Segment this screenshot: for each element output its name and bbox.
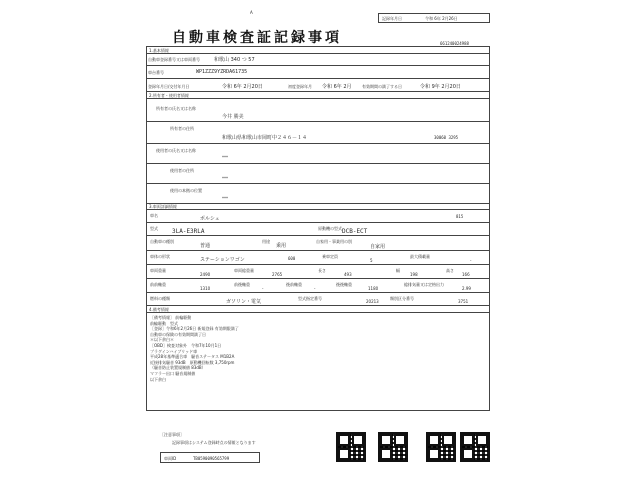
reg-label: 自動車登録番号又は車両番号 [148,57,200,62]
issue-date-box [378,13,490,23]
divider [146,163,490,164]
height-label: 高さ [446,268,454,273]
divider [146,78,490,79]
remarks-line: プラグインハイブリッド車 [150,348,198,354]
remarks-line: ［OBD］検査対象外 令和7年10月1日 [150,342,222,348]
qr-code-1-icon [336,432,366,462]
divider [146,222,490,223]
note-text: 記録事項はシステム登録時点の情報となります [172,440,256,445]
user-addr-label: 使用者の住所 [170,168,194,173]
engine-label: 原動機の型式 [318,226,342,231]
maker-value: ポルシェ [200,216,220,222]
user-name-value: *** [222,155,228,160]
max-load-value: - [470,258,472,263]
base-value: *** [222,196,228,201]
qr-code-4-icon [460,432,490,462]
document-title: 自動車検査証記録事項 [172,30,342,46]
use-label: 用途 [262,239,270,244]
vin-label: 車台番号 [148,70,164,75]
kind-label: 自動車の種別 [150,239,174,244]
divider [146,65,490,66]
front-axle-value: 1310 [200,286,211,291]
capacity-value: 5 [370,258,373,263]
rear1-value: - [314,286,316,291]
weight-label: 車両重量 [150,268,166,273]
divider [146,264,490,265]
first-year-value: 令和 6年 2月 [322,84,352,90]
divider [146,143,490,144]
engine-value: DCB-ECT [342,228,368,235]
section-vehicle-title: 3.車両詳細情報 [149,204,177,209]
divider [146,292,490,293]
divider [146,98,490,99]
document-number: 661240024988 [440,41,469,46]
owner-addr-label: 所有者の住所 [170,126,194,131]
divider [146,183,490,184]
first-reg-value: 令和 6年 2月20日 [222,84,263,90]
maker-label: 車名 [150,213,158,218]
owner-addr-value: 和歌山県和歌山市岡町中２４６－１４ [222,135,308,141]
type-approval-label: 型式指定番号 [298,296,322,301]
max-load-label: 最大積載量 [410,254,430,259]
remarks-line: 以下余白 [150,376,166,382]
remarks-line: ＊以下余白＊ [150,337,174,343]
remarks-line: 平成28年基準適合車 騒音ステータス M1B2A [150,354,235,360]
body-value: ステーションワゴン [200,257,245,263]
divider [146,250,490,251]
purpose-label: 自家用・事業用の別 [316,239,352,244]
remarks-line: 近接排気騒音 93dB 原動機回転数 3,750rpm [150,359,235,365]
section-owner-title: 2.所有者・使用者情報 [149,93,189,98]
issue-date-value: 令和 6年 2月26日 [425,16,458,21]
vehicle-id-value: TB0590090565799 [193,456,230,461]
owner-name-label: 所有者の氏名又は名称 [156,106,196,111]
qr-code-3-icon [426,432,456,462]
width-label: 幅 [396,268,400,273]
model-label: 型式 [150,226,158,231]
length-label: 長さ [318,268,326,273]
model-value: 3LA-E3RLA [172,228,205,235]
capacity-label: 乗車定員 [322,254,338,259]
divider [146,278,490,279]
vehicle-id-label: 車両ID [164,456,177,461]
section-remarks-title: 4.備考情報 [149,307,169,312]
displacement-value: 2.99 [462,286,471,291]
divider [146,209,490,210]
base-label: 使用の本拠の位置 [170,188,202,193]
owner-name-value: 今井 勝美 [222,114,244,120]
rear-axle-label: 後後軸重 [336,282,352,287]
category-label: 類別区分番号 [390,296,414,301]
gross-value: 2765 [272,272,283,277]
owner-addr-code: 30060 3295 [434,135,459,140]
type-approval-value: 20213 [366,299,379,304]
divider [146,235,490,236]
remarks-line: （騒音防止装置規制値 83dB） [150,365,206,371]
divider [146,53,490,54]
vin-value: WP1ZZZ9YZRDA61735 [196,69,248,75]
expiry-value: 令和 9年 2月20日 [420,84,461,90]
remarks-line: ［登録］令和6年2月26日 新規登録 有効期限満了 [150,326,239,332]
remarks-line: ［備考情報］ 前輪駆動 [150,315,192,320]
divider [146,121,490,122]
use-value: 乗用 [276,243,287,249]
first-reg-label: 登録年月日/交付年月日 [148,84,190,89]
note-title: ［注意事項］ [160,432,184,437]
front2-label: 前後軸重 [234,282,250,287]
section-basic-title: 1.基本情報 [149,48,169,53]
reg-value: 和歌山 340 つ 57 [214,57,255,63]
user-name-label: 使用者の氏名又は名称 [156,148,196,153]
remarks-block [150,315,239,382]
small-a-mark: A [250,10,253,15]
rear-axle-value: 1180 [368,286,379,291]
issue-date-label: 記録年月日 [382,16,402,21]
qr-code-2-icon [378,432,408,462]
divider [146,91,490,92]
gross-label: 車両総重量 [234,268,254,273]
vehicle-id-box [160,452,260,463]
remarks-line: 前輪駆動 型式 [150,320,178,326]
front-axle-label: 前前軸重 [150,282,166,287]
front2-value: - [262,286,264,291]
weight-value: 2490 [200,272,211,277]
divider [146,203,490,204]
rear1-label: 後前軸重 [286,282,302,287]
displacement-label: 総排気量又は定格出力 [404,282,444,287]
divider [146,312,490,313]
divider [146,305,490,306]
body-code: 600 [288,256,296,261]
kind-value: 普通 [200,243,211,249]
category-value: 3751 [458,299,469,304]
length-value: 493 [344,272,352,277]
maker-code: 815 [456,214,464,219]
fuel-value: ガソリン・電気 [226,299,262,305]
body-label: 車体の形状 [150,254,170,259]
width-value: 198 [410,272,418,277]
remarks-line: マフラー出口 騒音規制値 [150,370,196,376]
first-year-label: 初度登録年月 [288,84,312,89]
fuel-label: 燃料の種類 [150,296,170,301]
expiry-label: 有効期間の満了する日 [362,84,402,89]
user-addr-value: *** [222,176,228,181]
height-value: 166 [462,272,470,277]
purpose-value: 自家用 [370,244,386,250]
remarks-line: 自動車の保険の有効期間満了日 [150,331,206,337]
